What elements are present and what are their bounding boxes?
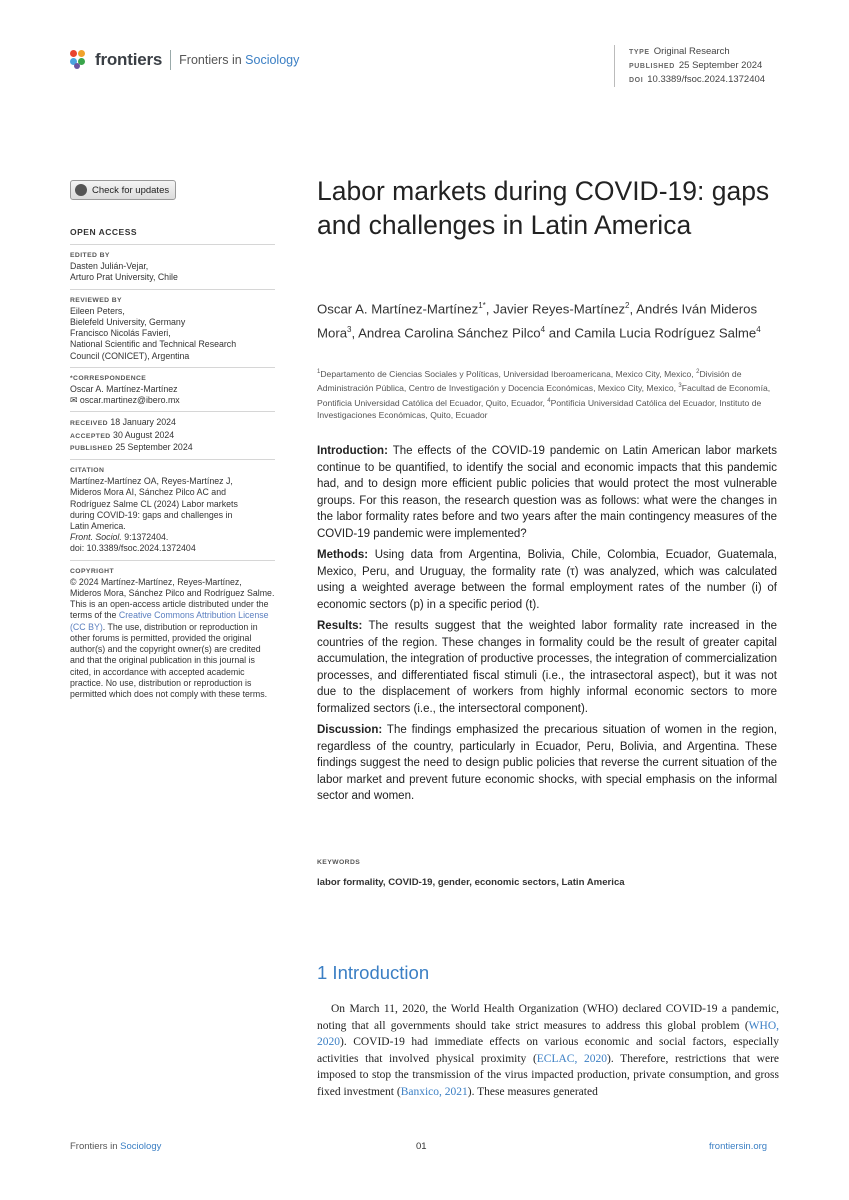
abstract-section <box>317 547 777 613</box>
article-meta: TYPE Original Research PUBLISHED 25 September 2024 DOI 10.3389/fsoc.2024.1372404 <box>614 45 765 87</box>
article-type: Original Research <box>653 46 730 57</box>
abstract-section-heading: Results: <box>317 620 363 632</box>
author-affiliation-mark: 3 <box>347 325 352 335</box>
abstract-section <box>317 722 777 805</box>
abstract-section-text: The effects of the COVID-19 pandemic on Latin American labor markets continue to be quantified, to identify the social and economic impacts that this pandemic had, and to design more efficient public policies that would protect the most vulnerable groups. For this reason, the research question was as follows: what were the changes in the labor formality rates before and two years after the main contingency measures of the COVID-19 pandemic were implemented? <box>317 445 777 540</box>
published-date: 25 September 2024 <box>678 60 763 71</box>
affiliation: Facultad de Economía, Pontificia Universidad Católica del Ecuador, Quito, Ecuador, <box>317 383 771 408</box>
copyright-text: © 2024 Martínez-Martínez, Reyes-Martínez, Mideros Mora, Sánchez Pilco and Rodríguez Salme. This is an open-access article distributed under the terms of the Creative Commons Attribution License (CC BY). The use, distribution or reproduction in other forums is permitted, provided the original author(s) and the copyright owner(s) are credited and that the original publication in this journal is cited, in accordance with accepted academic practice. No use, distribution or reproduction is permitted which does not comply with these terms. <box>70 576 275 699</box>
affiliations <box>317 366 787 422</box>
page-number: 01 <box>416 1141 427 1152</box>
logo-divider <box>170 50 171 70</box>
reviewer: Francisco Nicolás Favieri, <box>70 328 171 339</box>
affiliation: División de Administración Pública, Centro de Investigación y Docencia Económicas, Mexico City, Mexico, <box>317 368 742 394</box>
author-affiliation-mark: 4 <box>540 325 546 335</box>
intro-paragraph: On March 11, 2020, the World Health Organization (WHO) declared COVID-19 a pandemic, noting that all governments should take strict measures to address this global problem (WHO, 2020). COVID-19 had immediate effects on various economic and social factors, especially activities that involved physical proximity (ECLAC, 2020). Therefore, restrictions that were imposed to stop the transmission of the virus impacted production, private consumption, and gross fixed investment (Banxico, 2021). These measures generated <box>317 1003 780 1098</box>
section-heading: 1 Introduction <box>317 962 430 983</box>
affiliation-mark: 3 <box>678 383 682 390</box>
sidebar-info: EDITED BY Dasten Julián-Vejar, Arturo Prat University, Chile REVIEWED BY Eileen Peters, Bielefeld University, Germany Francisco Nicolás Favieri, National Scientific and Technical Research Council (CONICET), Argentina *CORRESPONDENCE Oscar A. Martínez-Martínez ✉ oscar.martinez@ibero.mx RECEIVED 18 January 2024 ACCEPTED 30 August 2024 PUBLISHED 25 September 2024 CITATION Martínez-Martínez OA, Reyes-Martínez J, Mideros Mora AI, Sánchez Pilco AC and Rodríguez Salme CL (2024) Labor markets during COVID-19: gaps and challenges in Latin America. Front. Sociol. 9:1372404. doi: 10.3389/fsoc.2024.1372404 COPYRIGHT © 2024 Martínez-Martínez, Reyes-Martínez, Mideros Mora, Sánchez Pilco and Rodríguez Salme. This is an open-access article distributed under the terms of the Creative Commons Attribution License (CC BY). The use, distribution or reproduction in other forums is permitted, provided the original author(s) and the copyright owner(s) are credited and that the original publication in this journal is cited, in accordance with accepted academic practice. No use, distribution or reproduction is permitted which does not comply with these terms. <box>70 244 275 700</box>
abstract-section-heading: Methods: <box>317 549 369 561</box>
citation-doi[interactable]: doi: 10.3389/fsoc.2024.1372404 <box>70 543 196 554</box>
citation-link[interactable]: WHO, 2020 <box>317 1019 779 1049</box>
abstract-section-text: The results suggest that the weighted labor formality rate increased in the countries of the region. These changes in formality could be the result of greater capital accumulation, the integration of productive processes, the integration of commercialization processes, and differentiated fiscal stimuli (i.e., the intrasectoral aspect), but it was not due to the displacement of workers from highly informal economic sectors to more formalized sectors (i.e., the intersectoral component). <box>317 620 777 715</box>
reviewer: Eileen Peters, <box>70 305 125 316</box>
author-affiliation-mark: 1* <box>478 301 486 310</box>
frontiers-logo-icon <box>70 50 90 70</box>
check-for-updates-button[interactable]: Check for updates <box>70 180 176 200</box>
keywords: labor formality, COVID-19, gender, economic sectors, Latin America <box>317 877 625 888</box>
doi[interactable]: 10.3389/fsoc.2024.1372404 <box>647 74 766 85</box>
abstract-section-text: Using data from Argentina, Bolivia, Chile, Colombia, Ecuador, Guatemala, Mexico, Peru, and Uruguay, the formality rate (τ) was analyzed, which was calculated using a weighted average between the formal employment rates of the number (i) of economic sectors (p) in a specific period (t). <box>317 549 777 611</box>
refresh-icon <box>75 184 87 196</box>
author-name[interactable]: Oscar A. Martínez-Martínez <box>317 301 479 317</box>
citation-link[interactable]: ECLAC, 2020 <box>536 1052 608 1065</box>
journal-header <box>70 50 299 70</box>
open-access-label: OPEN ACCESS <box>70 227 138 237</box>
abstract-section <box>317 443 777 542</box>
affiliation: Pontificia Universidad Católica del Ecuador, Instituto de Investigaciones Económicas, Quito, Ecuador <box>317 397 762 421</box>
keywords-label: KEYWORDS <box>317 859 361 866</box>
author-affiliation-mark: 2 <box>625 301 630 310</box>
email-icon: ✉ <box>70 395 78 406</box>
cc-license-link[interactable]: Creative Commons Attribution License (CC BY) <box>70 610 269 632</box>
affiliation-mark: 4 <box>547 397 551 404</box>
editor: Dasten Julián-Vejar, <box>70 261 149 272</box>
abstract-section-text: The findings emphasized the precarious situation of women in the region, regardless of the country, particularly in Ecuador, Peru, Bolivia, and Argentina. These findings suggest the need to design public policies that reverse the current situation of the labor market and prevent future economic shocks, with special emphasis on the informal sector and women. <box>317 724 777 802</box>
author-affiliation-mark: 4 <box>756 325 761 335</box>
footer-site-link[interactable]: frontiersin.org <box>709 1141 768 1152</box>
author-name[interactable]: Javier Reyes-Martínez <box>493 301 626 317</box>
journal-name[interactable]: Frontiers in Sociology <box>179 53 300 67</box>
abstract-section-heading: Introduction: <box>317 445 388 457</box>
correspondence-email[interactable]: oscar.martinez@ibero.mx <box>79 395 180 406</box>
author-name[interactable]: Andrea Carolina Sánchez Pilco <box>358 325 541 341</box>
abstract-section-heading: Discussion: <box>317 724 383 736</box>
footer-journal: Frontiers in Sociology <box>70 1141 162 1152</box>
citation-link[interactable]: Banxico, 2021 <box>400 1085 468 1098</box>
affiliation-mark: 2 <box>696 369 700 375</box>
abstract <box>317 443 777 810</box>
article-title: Labor markets during COVID-19: gaps and challenges in Latin America <box>317 176 770 240</box>
affiliation: Departamento de Ciencias Sociales y Políticas, Universidad Iberoamericana, Mexico City, Mexico, <box>320 368 697 379</box>
brand-name: frontiers <box>95 50 163 69</box>
author-list: Oscar A. Martínez-Martínez$^{1*}$, Javier Reyes-Martínez$^2$, Andrés Iván Mideros Mora$^3$, Andrea Carolina Sánchez Pilco$^4$ and Camila Lucia Rodríguez Salme$^4$ <box>317 301 761 341</box>
abstract-section <box>317 618 777 717</box>
affiliation-mark: 1 <box>317 369 321 375</box>
author-name[interactable]: Camila Lucia Rodríguez Salme <box>574 325 757 341</box>
author-name[interactable]: Andrés Iván Mideros Mora <box>317 301 758 341</box>
